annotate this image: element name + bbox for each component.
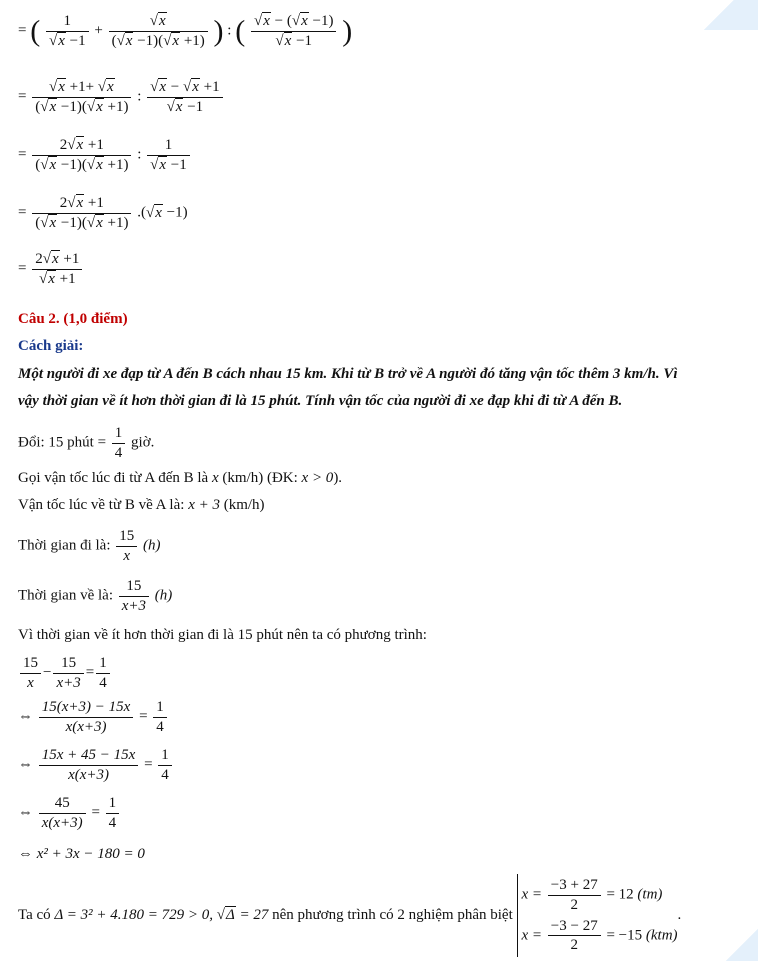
simplify-result: = $\frac{2√x +1}{√x +1}$ <box>18 250 84 289</box>
simplify-step-3: = $\frac{2√x +1}{(√x -1)(√x +1)}$ : $\frac{1}{√x -1}$ <box>18 136 192 175</box>
simplify-step-4: = $\frac{2√x +1}{(√x -1)(√x +1)}$ .(√x −1) <box>18 195 188 231</box>
equation-2: ⇔ $\frac{15(x+3) - 15x}{x(x+3)}$ = $\frac{1}{4}$ <box>18 698 169 737</box>
equation-4: ⇔ $\frac{45}{x(x+3)}$ = $\frac{1}{4}$ <box>18 794 121 833</box>
problem-line-1: Một người đi xe đạp từ A đến B cách nhau 15 km. Khi từ B trở về A người đó tăng vận tốc thêm 3 km/h. Vì <box>18 366 678 382</box>
time-back-line: Thời gian về là: $\frac{15}{x+3}$ (h) <box>18 578 173 614</box>
back-speed-line: Vận tốc lúc về từ B về A là: x + 3 (km/h) <box>18 497 265 513</box>
root-2: x = $\frac{-3 - 27}{2}$ = −15 (ktm) <box>521 917 678 954</box>
problem-line-2: vậy thời gian về ít hơn thời gian đi là 15 phút. Tính vận tốc của người đi xe đạp khi đi từ A đến B. <box>18 393 623 409</box>
let-variable-line: Gọi vận tốc lúc đi từ A đến B là x (km/h) (ĐK: x > 0). <box>18 470 343 486</box>
discriminant-line: Ta có Δ = 3² + 4.180 = 729 > 0, √Δ = 27 nên phương trình có 2 nghiệm phân biệt x = $\frac{-3 + 27}{2}$ = 12 (tm) x = $\frac{-3 - 27}{2}$ = −15 (ktm) . <box>18 874 681 957</box>
watermark-corner <box>698 0 758 30</box>
watermark-corner-bottom <box>718 921 758 961</box>
equation-5: ⇔ x² + 3x − 180 = 0 <box>18 846 145 862</box>
method-label: Cách giải: <box>18 338 84 354</box>
roots-bracket <box>517 874 678 957</box>
equation-1: $\frac{15}{x}$ − $\frac{15}{x+3}$ = $\frac{1}{4}$ <box>18 654 112 693</box>
conversion-line: Đổi: 15 phút = $\frac{1}{4}$ giờ. <box>18 425 155 461</box>
question-heading: Câu 2. (1,0 điểm) <box>18 311 128 327</box>
equation-3: ⇔ $\frac{15x + 45 - 15x}{x(x+3)}$ = $\frac{1}{4}$ <box>18 746 174 785</box>
root-1: x = $\frac{-3 + 27}{2}$ = 12 (tm) <box>521 877 663 913</box>
simplify-step-2: = $\frac{√x +1+ √x}{(√x -1)(√x +1)}$ : $\frac{√x - √x +1}{√x -1}$ <box>18 78 225 117</box>
equation-intro: Vì thời gian về ít hơn thời gian đi là 15 phút nên ta có phương trình: <box>18 627 427 643</box>
simplify-step-1: = ( $\frac{1}{√x -1}$ + $\frac{√x}{(√x -1)(√x +1)}$ ) : ( $\frac{√x - (√x -1)}{√x -1}$ ) <box>18 13 353 49</box>
time-go-line: Thời gian đi là: $\frac{15}{x}$ (h) <box>18 528 161 564</box>
